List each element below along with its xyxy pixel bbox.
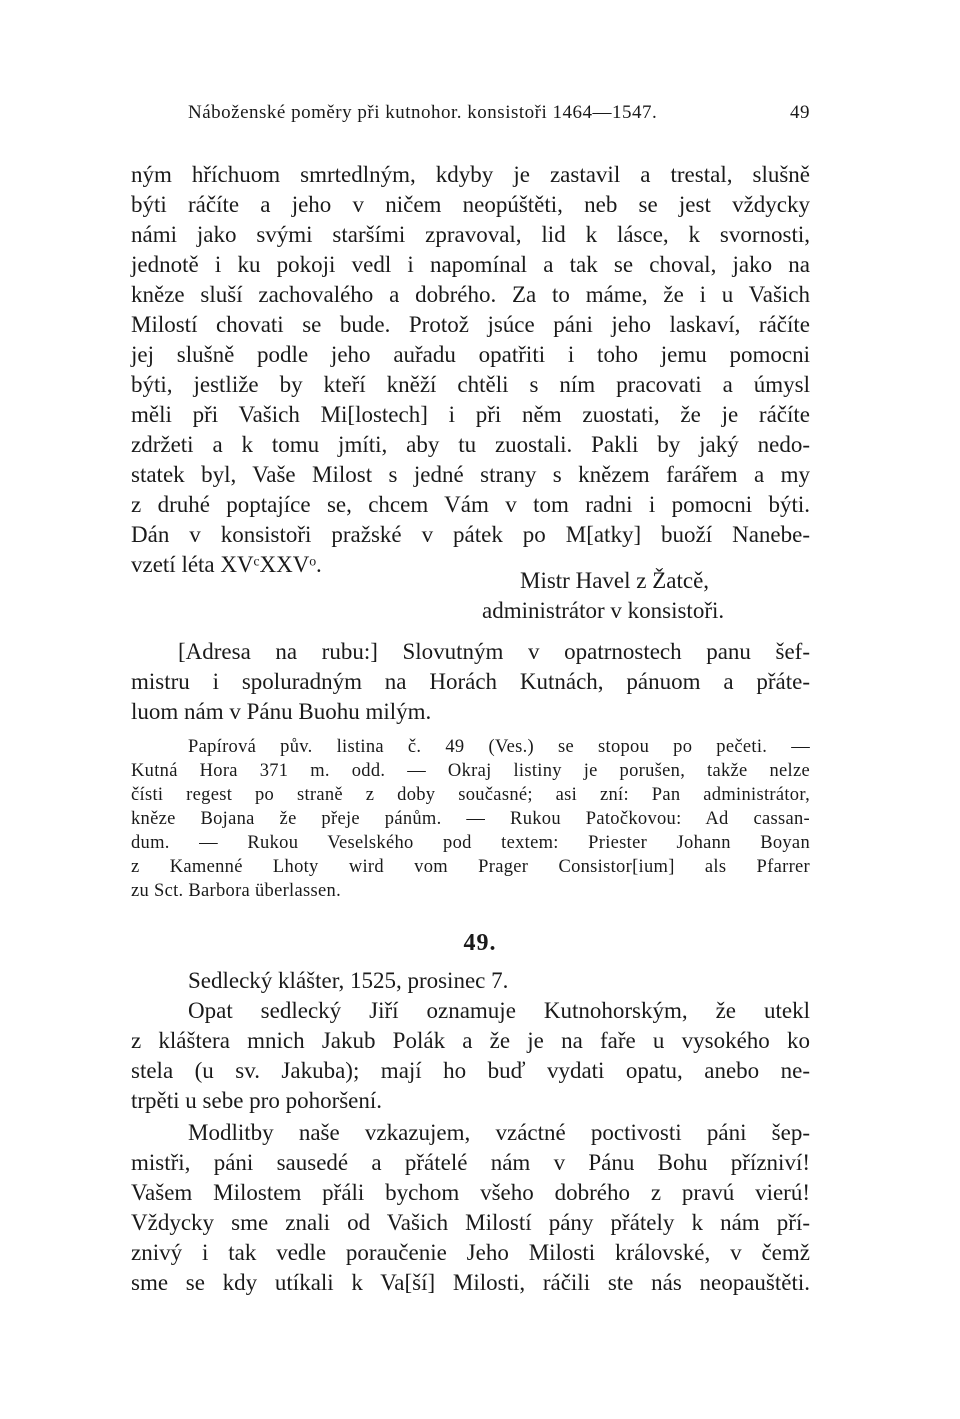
text-line: [Adresa na rubu:] Slovutným v opatrnostech panu šef-: [178, 639, 810, 664]
text-line: býti ráčíte a jeho v ničem neopúštěti, neb se jest vždycky: [131, 192, 810, 217]
text-line: jej slušně podle jeho auřadu opatřiti i toho jemu pomocni: [131, 342, 810, 367]
text-line: Opat sedlecký Jiří oznamuje Kutnohorským, že utekl: [188, 998, 810, 1023]
running-header: [188, 102, 810, 130]
text-line: Dán v konsistoři pražské v pátek po M[atky] buoží Nanebe-: [131, 522, 810, 547]
note-line: kněze Bojana že přeje pánům. — Rukou Patočkovou: Ad cassan-: [131, 809, 810, 829]
text-line: zdržeti a k tomu jmíti, aby tu zuostali. Pakli by jaký nedo-: [131, 432, 810, 457]
note-line: z Kamenné Lhoty wird vom Prager Consistor[ium] als Pfarrer: [131, 857, 810, 877]
running-header-title: Náboženské poměry při kutnohor. konsistoři 1464—1547.: [188, 102, 658, 123]
text-line: luom nám v Pánu Buohu milým.: [131, 699, 432, 724]
document-number: 49.: [463, 930, 497, 956]
page-number: 49: [790, 102, 810, 123]
text-line: Modlitby naše vzkazujem, vzáctné poctivosti páni šep-: [188, 1120, 810, 1145]
text-line: stela (u sv. Jakuba); mají ho buď vydati opatu, anebo ne-: [131, 1058, 810, 1083]
text-line: ným hříchuom smrtedlným, kdyby je zastavil a trestal, slušně: [131, 162, 810, 187]
text-line: vzetí léta XVᶜXXVᵒ.: [131, 552, 322, 577]
text-line: sme se kdy utíkali k Va[ší] Milosti, ráčili ste nás neopauštěti.: [131, 1270, 810, 1295]
note-line: zu Sct. Barbora überlassen.: [131, 881, 341, 901]
text-line: námi jako svými staršími zpravoval, lid k lásce, k svornosti,: [131, 222, 810, 247]
document-dateline: Sedlecký klášter, 1525, prosinec 7.: [188, 968, 509, 993]
text-line: z druhé poptajíce se, chcem Vám v tom radni i pomocni býti.: [131, 492, 810, 517]
note-line: čísti regest po straně z doby současné; asi zní: Pan administrátor,: [131, 785, 810, 805]
text-line: kněze sluší zachovalého a dobrého. Za to máme, že i u Vašich: [131, 282, 810, 307]
signature-role: administrátor v konsistoři.: [482, 598, 725, 623]
note-line: Papírová pův. listina č. 49 (Ves.) se stopou po pečeti. —: [188, 737, 810, 757]
text-line: měli při Vašich Mi[lostech] i při něm zuostati, že je ráčíte: [131, 402, 810, 427]
text-line: znivý i tak vedle poraučenie Jeho Milosti královské, v čemž: [131, 1240, 810, 1265]
text-line: mistru i spoluradným na Horách Kutnách, pánuom a přáte-: [131, 669, 810, 694]
text-line: z kláštera mnich Jakub Polák a že je na faře u vysokého ko: [131, 1028, 810, 1053]
text-line: Milostí chovati se bude. Protož jsúce páni jeho laskaví, ráčíte: [131, 312, 810, 337]
text-line: mistři, páni sausedé a přátelé nám v Pánu Bohu přízniví!: [131, 1150, 810, 1175]
text-line: býti, jestliže by kteří kněží chtěli s ním pracovati a úmysl: [131, 372, 810, 397]
signature-name: Mistr Havel z Žatcě,: [520, 568, 710, 593]
note-line: Kutná Hora 371 m. odd. — Okraj listiny je porušen, takže nelze: [131, 761, 810, 781]
text-line: trpěti u sebe pro pohoršení.: [131, 1088, 383, 1113]
text-line: Vždycky sme znali od Vašich Milostí pány přátely k nám pří-: [131, 1210, 810, 1235]
text-line: jednotě i ku pokoji vedl i napomínal a tak se choval, jako na: [131, 252, 810, 277]
note-line: dum. — Rukou Veselského pod textem: Priester Johann Boyan: [131, 833, 810, 853]
text-line: Vašem Milostem přáli bychom všeho dobrého z pravú vierú!: [131, 1180, 810, 1205]
text-line: statek byl, Vaše Milost s jedné strany s knězem farářem a my: [131, 462, 810, 487]
